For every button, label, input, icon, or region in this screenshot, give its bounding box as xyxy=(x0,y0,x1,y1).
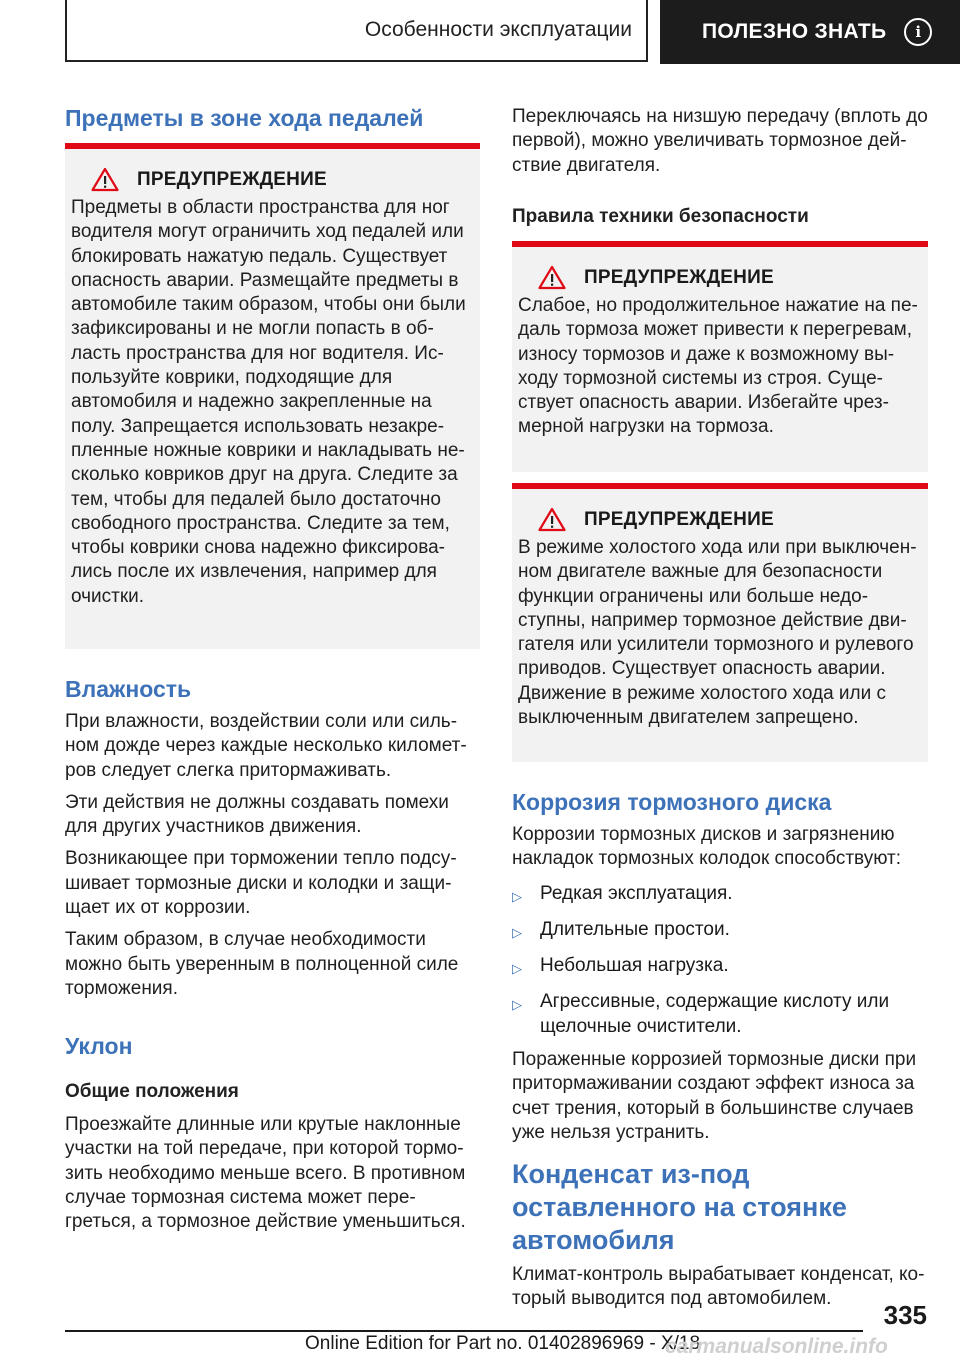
bullet-triangle-icon: ▷ xyxy=(512,997,522,1013)
paragraph: Таким образом, в случае необходимости можно быть уверенным в полноценной силе торможения. xyxy=(65,929,459,999)
humidity-heading: Влажность xyxy=(65,676,192,702)
brake-warning-box xyxy=(512,241,928,472)
bullet-triangle-icon: ▷ xyxy=(512,924,522,940)
warning-triangle-icon xyxy=(538,265,566,290)
warning-title: ПРЕДУПРЕЖДЕНИЕ xyxy=(584,266,774,288)
bullet-triangle-icon: ▷ xyxy=(512,888,522,904)
list-item: ▷ Редкая эксплуатация. xyxy=(512,882,928,909)
condensate-section xyxy=(512,1158,928,1312)
humidity-section xyxy=(65,674,480,1001)
warning-header xyxy=(518,507,922,532)
paragraph: Эти действия не должны создавать помехи для других участников движения. xyxy=(65,791,449,838)
paragraph: Коррозии тормозных дисков и загрязнению накладок тормозных колодок способствуют: xyxy=(512,824,902,870)
page-number: 335 xyxy=(883,1300,927,1330)
paragraph: Проезжайте длинные или крутые наклонные участки на той передаче, при которой тормозить необходимо меньше всего. В противном случае тормозная система может перегреться, а тормозное действие уменьшиться. xyxy=(65,1114,466,1233)
pedals-warning-box xyxy=(65,143,480,649)
section-title: Особенности эксплуатации xyxy=(65,0,648,62)
warning-title: ПРЕДУПРЕЖДЕНИЕ xyxy=(584,508,774,530)
paragraph: Возникающее при торможении тепло подсушивает тормозные диски и колодки и защищает их от коррозии. xyxy=(65,848,457,919)
list-item: ▷ Длительные простои. xyxy=(512,918,928,945)
paragraph: При влажности, воздействии соли или сильном дожде через каждые несколько километров следует слегка притормаживать. xyxy=(65,711,467,781)
slope-heading: Уклон xyxy=(65,1033,133,1059)
list-item: ▷ Небольшая нагрузка. xyxy=(512,954,928,981)
warning-header xyxy=(71,167,474,192)
corrosion-section xyxy=(512,787,928,1145)
paragraph: Климат-контроль вырабатывает конденсат, который выводится под автомобилем. xyxy=(512,1264,925,1310)
warning-title: ПРЕДУПРЕЖДЕНИЕ xyxy=(137,168,327,190)
condensate-heading: Конденсат из-под оставленного на стоянке автомобиля xyxy=(512,1159,847,1255)
warning-text: Слабое, но продолжительное нажатие на педаль тормоза может привести к перегревам, износу тормозов и даже к возможному выходу тормозной системы из строя. Существует опасность аварии. Избегайте чрезмерной нагрузки на тормоза. xyxy=(518,295,918,438)
edition-text: Online Edition for Part no. 01402896969 - X/18 xyxy=(305,1333,701,1354)
warning-text: Предметы в области пространства для ног водителя могут ограничить ход педалей или блокировать нажатую педаль. Существует опасность аварии. Размещайте предметы в автомобиле таким образом, чтобы они были зафиксированы и не могли попасть в область пространства для ног водителя. Используйте коврики, подходящие для автомобиля и надежно закрепленные на полу. Запрещается использовать незакрепленные ножные коврики и накладывать несколько ковриков друг на друга. Следите за тем, чтобы для педалей было достаточно свободного пространства. Следите за тем, чтобы коврики снова надежно фиксировались после их извлечения, например для очистки. xyxy=(71,197,466,607)
warning-text: В режиме холостого хода или при выключенном двигателе важные для безопасности функции ограничены или больше недоступны, например тормозное действие двигателя или усилители тормозного и рулевого приводов. Существует опасность аварии. Движение в режиме холостого хода или с выключенным двигателем запрещено. xyxy=(518,537,917,729)
slope-section xyxy=(65,1031,480,1234)
useful-tab-label: ПОЛЕЗНО ЗНАТЬ xyxy=(702,20,887,43)
warning-header xyxy=(518,265,922,290)
intro-paragraph: Переключаясь на низшую передачу (вплоть до первой), можно увеличивать тормозное действие двигателя. xyxy=(512,106,928,176)
paragraph: Пораженные коррозией тормозные диски при притормаживании создают эффект износа за счет трения, который в большинстве случаев уже нельзя устранить. xyxy=(512,1049,917,1143)
warning-triangle-icon xyxy=(538,507,566,532)
useful-tab[interactable] xyxy=(660,0,960,64)
footer-divider xyxy=(65,1330,863,1332)
warning-triangle-icon xyxy=(91,167,119,192)
corrosion-heading: Коррозия тормозного диска xyxy=(512,789,832,815)
list-item: ▷ Агрессивные, содержащие кислоту или щелочные очистители. xyxy=(512,990,928,1039)
bullet-triangle-icon: ▷ xyxy=(512,961,522,977)
pedals-heading: Предметы в зоне хода педалей xyxy=(65,105,424,131)
info-icon: i xyxy=(904,18,932,46)
idle-warning-box xyxy=(512,483,928,762)
slope-subheading: Общие положения xyxy=(65,1081,239,1102)
safety-heading: Правила техники безопасности xyxy=(512,206,809,227)
page-header xyxy=(65,0,960,64)
watermark: carmanualsonline.info xyxy=(665,1335,888,1358)
